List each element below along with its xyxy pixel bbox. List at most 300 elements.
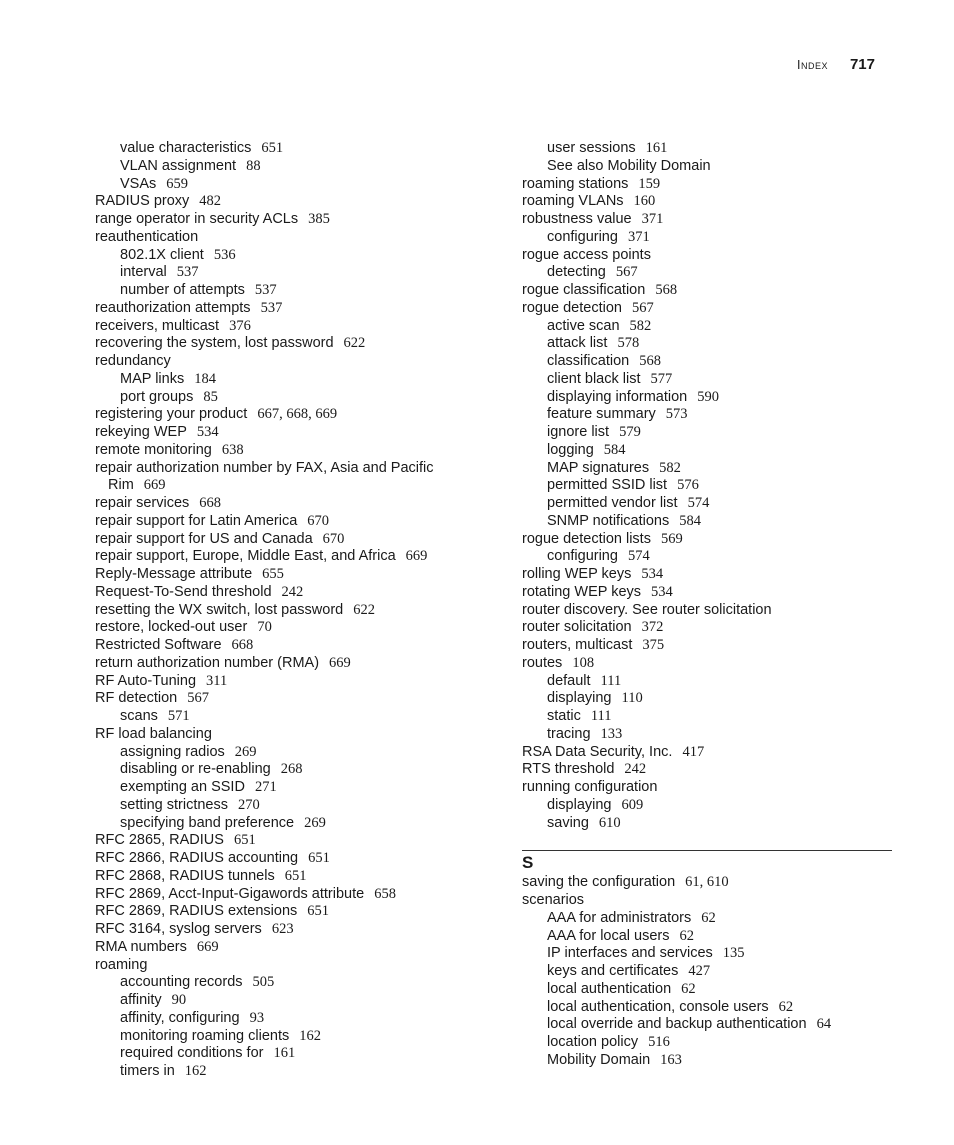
index-term: rogue detection [522,299,622,316]
index-term: RADIUS proxy [95,193,190,210]
index-term: receivers, multicast [95,317,220,334]
index-term: rogue classification [522,282,646,298]
index-term: number of attempts [120,282,245,298]
page-ref: 622 [353,601,375,618]
index-subentry [522,797,892,815]
index-entry [95,957,475,975]
page-ref: 268 [280,761,303,778]
index-entry [95,318,475,336]
index-entry [95,655,475,673]
index-column-right [522,140,892,1070]
index-term: redundancy [95,353,171,369]
index-entry [95,602,475,620]
index-term: remote monitoring [95,441,212,458]
index-subentry [522,140,892,158]
index-term: ignore list [547,424,610,440]
index-subentry [95,761,475,779]
page-header [797,56,875,73]
index-entry [95,406,475,424]
page-ref: 133 [600,725,623,742]
index-entry [95,921,475,939]
index-term: monitoring roaming clients [120,1027,290,1044]
index-term: setting strictness [120,796,228,813]
index-term: RFC 2865, RADIUS [95,832,224,849]
index-term: default [547,672,591,689]
index-term: AAA for local users [547,927,670,944]
index-entry [522,892,892,910]
index-entry [522,619,892,637]
index-term: RFC 3164, syslog servers [95,921,262,937]
page-ref: 184 [194,370,216,387]
index-term: permitted SSID list [547,477,668,494]
page-ref: 482 [199,193,222,210]
index-entry [522,602,892,620]
index-entry [95,495,475,513]
index-term: AAA for administrators [547,909,692,926]
page-ref: 670 [322,530,345,547]
page-ref: 62 [701,909,716,926]
index-subentry [95,1063,475,1081]
index-subentry [95,176,475,194]
page-ref: 658 [374,885,396,902]
index-term: return authorization number (RMA) [95,654,320,671]
page-ref: 62 [681,980,696,997]
page-ref: 659 [166,175,189,192]
index-term: local authentication [547,980,672,997]
index-entry [522,779,892,797]
index-entry [95,300,475,318]
page-ref: 574 [687,495,710,511]
index-subentry [95,264,475,282]
index-subentry [522,708,892,726]
index-entry [95,335,475,353]
index-entry [95,673,475,691]
page-ref: 571 [167,708,190,724]
index-term: displaying [547,690,612,707]
index-entry [522,874,892,892]
page-ref: 573 [665,406,688,423]
index-entry [95,460,475,496]
index-term: Restricted Software [95,637,222,653]
page-ref: 534 [196,424,219,440]
page-ref: 610 [598,814,621,831]
page-ref: 64 [816,1016,832,1033]
index-subentry [95,247,475,265]
index-entry [95,193,475,211]
index-subentry [95,140,475,158]
index-subentry [522,158,892,176]
index-term: Reply-Message attribute [95,566,253,582]
index-subentry [95,158,475,176]
page-ref: 270 [238,796,260,813]
index-entry [95,637,475,655]
index-entry [95,353,475,371]
index-term: restore, locked-out user [95,619,248,636]
page-ref: 108 [572,654,595,671]
index-subentry [95,1045,475,1063]
page-ref: 655 [262,566,284,582]
page-ref: 651 [284,867,307,884]
page-ref: 159 [638,175,661,192]
index-term: VSAs [120,175,157,192]
index-entry [522,282,892,300]
page-ref: 569 [660,530,683,547]
page-ref: 161 [645,140,668,156]
index-entry [95,832,475,850]
index-subentry [522,815,892,833]
index-term: active scan [547,317,620,334]
index-term: recovering the system, lost password [95,335,334,352]
index-subentry [522,335,892,353]
index-term: timers in [120,1063,175,1079]
index-entry [95,886,475,904]
index-subentry [95,708,475,726]
section-letter: S [522,853,534,873]
page-ref: 376 [229,317,251,334]
index-term: RF Auto-Tuning [95,672,197,689]
index-term: saving [547,814,589,831]
index-term: RF load balancing [95,725,212,742]
index-term: attack list [547,335,608,352]
index-term: roaming VLANs [522,193,624,210]
page-ref: 590 [697,388,719,405]
index-term: roaming stations [522,175,629,192]
page-ref: 242 [624,761,647,778]
index-subentry [522,910,892,928]
index-term: logging [547,441,594,458]
page-ref: 111 [600,672,622,689]
index-subentry [522,1034,892,1052]
index-entry [522,761,892,779]
index-subentry [95,389,475,407]
index-term: value characteristics [120,140,252,156]
index-subentry [522,424,892,442]
index-entry [95,566,475,584]
index-entry [95,513,475,531]
index-subentry [95,992,475,1010]
index-term: SNMP notifications [547,512,670,529]
page-ref: 162 [184,1063,207,1079]
index-term: RFC 2869, RADIUS extensions [95,903,298,920]
index-section-s [522,850,892,1069]
index-term: permitted vendor list [547,495,678,511]
index-subentry [95,797,475,815]
page-ref: 670 [307,512,330,529]
index-term: rogue access points [522,246,651,263]
index-term: VLAN assignment [120,157,237,174]
page-ref: 568 [639,353,661,369]
index-subentry [522,495,892,513]
page-ref: 62 [778,998,794,1015]
index-term: resetting the WX switch, lost password [95,601,344,618]
index-term: repair support, Europe, Middle East, and Africa [95,548,396,565]
index-entry [95,424,475,442]
index-term: keys and certificates [547,963,679,979]
page-ref: 372 [641,619,664,636]
index-entry [95,868,475,886]
index-entry [95,548,475,566]
page-ref: 537 [254,282,277,298]
page-ref: 385 [308,211,330,227]
index-subentry [522,999,892,1017]
index-entries-r [522,140,892,832]
index-term: required conditions for [120,1045,264,1062]
index-entry [522,300,892,318]
index-term: configuring [547,228,618,245]
index-term: disabling or re-enabling [120,761,271,778]
index-term: repair services [95,495,190,511]
index-subentry [522,945,892,963]
index-entry [522,584,892,602]
page-ref: 567 [187,690,209,707]
page-ref: 110 [621,690,643,707]
index-subentry [522,548,892,566]
page-ref: 651 [233,832,256,849]
page-ref: 623 [271,921,294,937]
index-subentry [522,981,892,999]
index-term: routes [522,654,563,671]
index-term: assigning radios [120,743,225,760]
index-subentry [95,815,475,833]
index-term: RF detection [95,690,178,707]
index-subentry [522,389,892,407]
section-s-entries [522,874,892,1069]
page-ref: 90 [171,992,187,1008]
index-entry [95,584,475,602]
index-subentry [95,974,475,992]
index-entry [522,566,892,584]
index-term: IP interfaces and services [547,945,713,962]
index-entry [95,690,475,708]
index-entry [522,744,892,762]
index-subentry [95,779,475,797]
index-subentry [522,1016,892,1034]
index-term: repair support for Latin America [95,512,298,529]
index-subentry [522,229,892,247]
index-term: specifying band preference [120,814,295,831]
index-subentry [522,477,892,495]
page-ref: 162 [299,1027,321,1044]
page-ref: 651 [307,903,330,920]
page-ref: 536 [213,246,236,263]
index-column-left [95,140,475,1081]
index-term: static [547,708,581,724]
index-term: rekeying WEP [95,424,187,440]
index-term: rogue detection lists [522,530,651,547]
index-term: interval [120,264,167,281]
index-term: repair authorization number by FAX, Asia and Pacific Rim [95,459,434,494]
index-entry [522,193,892,211]
index-term: user sessions [547,140,636,156]
page-ref: 669 [405,548,428,565]
index-term: Request-To-Send threshold [95,583,272,600]
index-entry [522,211,892,229]
page-ref: 568 [655,282,678,298]
index-term: port groups [120,388,194,405]
index-term: robustness value [522,211,632,227]
index-term: router solicitation [522,619,632,636]
index-subentry [95,1028,475,1046]
page-ref: 70 [257,619,272,636]
index-term: local authentication, console users [547,998,769,1015]
page-ref: 668 [231,637,254,653]
index-term: accounting records [120,974,243,991]
page-ref: 669 [196,938,219,955]
page-ref: 242 [281,583,304,600]
page-ref: 609 [621,796,644,813]
page-ref: 567 [631,299,654,316]
page-ref: 582 [659,459,681,476]
index-entry [95,939,475,957]
page-ref: 269 [234,743,257,760]
page-number: 717 [849,56,875,73]
index-term: range operator in security ACLs [95,211,299,227]
index-subentry [522,928,892,946]
index-term: rotating WEP keys [522,583,642,600]
page-ref: 88 [246,157,261,174]
page-ref: 651 [308,850,330,866]
index-term: detecting [547,264,606,281]
index-entry [95,619,475,637]
index-entry [522,655,892,673]
index-term: RSA Data Security, Inc. [522,743,673,760]
index-subentry [522,1052,892,1070]
index-subentry [522,318,892,336]
page-ref: 584 [603,441,626,458]
page-ref: 311 [206,672,228,689]
index-term: classification [547,353,630,369]
index-term: reauthorization attempts [95,299,251,316]
page-ref: 537 [260,299,283,316]
index-term: saving the configuration [522,874,676,891]
index-subentry [522,513,892,531]
page-ref: 516 [648,1034,670,1050]
index-subentry [95,371,475,389]
index-term: repair support for US and Canada [95,530,313,547]
running-head: Index [796,58,828,72]
page-ref: 135 [722,945,745,962]
index-term: running configuration [522,779,658,795]
index-entry [95,442,475,460]
page-ref: 269 [304,814,326,831]
index-entry [95,850,475,868]
page-ref: 371 [641,211,664,227]
page-ref: 93 [249,1009,265,1026]
page-ref: 161 [273,1045,296,1062]
index-entry [95,726,475,744]
page-ref: 537 [176,264,199,281]
index-term: feature summary [547,406,656,423]
page-ref: 667, 668, 669 [257,406,338,423]
index-term: configuring [547,548,618,565]
index-subentry [522,963,892,981]
index-subentry [522,460,892,478]
index-term: RFC 2866, RADIUS accounting [95,850,299,866]
page-ref: 668 [199,495,222,511]
index-subentry [95,282,475,300]
page-ref: 579 [619,424,641,440]
index-term: See also Mobility Domain [547,157,711,174]
index-entry [95,211,475,229]
index-term: RTS threshold [522,761,615,778]
page-ref: 669 [329,654,351,671]
page-ref: 669 [143,477,166,494]
index-term: tracing [547,725,591,742]
index-subentry [95,744,475,762]
index-term: rolling WEP keys [522,566,632,582]
index-entry [95,531,475,549]
index-term: scenarios [522,892,585,908]
index-subentry [522,353,892,371]
page-ref: 567 [615,264,638,281]
index-term: client black list [547,370,641,387]
index-entry [522,247,892,265]
page-ref: 371 [627,228,650,245]
index-term: exempting an SSID [120,779,245,795]
index-term: MAP signatures [547,459,650,476]
page-ref: 534 [641,566,664,582]
index-term: displaying [547,796,612,813]
page-ref: 160 [633,193,656,210]
index-term: RFC 2869, Acct-Input-Gigawords attribute [95,885,365,902]
index-entry [95,903,475,921]
page-ref: 505 [252,974,275,991]
index-term: RMA numbers [95,938,187,955]
page-ref: 62 [679,927,694,944]
page-ref: 375 [642,637,665,653]
index-subentry [522,371,892,389]
index-subentry [522,406,892,424]
page-ref: 61, 610 [685,874,729,891]
index-term: router discovery. See router solicitation [522,601,772,618]
index-entry [522,637,892,655]
index-term: scans [120,708,158,724]
index-term: displaying information [547,388,688,405]
page-ref: 427 [688,963,711,979]
page-ref: 271 [254,779,277,795]
index-entry [522,176,892,194]
page-ref: 584 [679,512,701,529]
index-entry [522,531,892,549]
index-term: Mobility Domain [547,1051,651,1068]
index-term: affinity [120,992,162,1008]
index-term: registering your product [95,406,248,423]
index-term: RFC 2868, RADIUS tunnels [95,867,275,884]
index-entry [95,229,475,247]
index-term: MAP links [120,370,185,387]
index-subentry [522,442,892,460]
index-term: location policy [547,1034,639,1050]
index-term: affinity, configuring [120,1009,240,1026]
page-ref: 534 [651,583,673,600]
page-ref: 651 [261,140,284,156]
index-term: local override and backup authentication [547,1016,807,1033]
index-subentry [522,726,892,744]
page-ref: 417 [682,743,705,760]
page-ref: 638 [221,441,244,458]
index-subentry [522,673,892,691]
page-ref: 574 [627,548,650,565]
page-ref: 622 [343,335,366,352]
index-subentry [95,1010,475,1028]
page-ref: 85 [203,388,218,405]
page-ref: 577 [650,370,673,387]
page-ref: 582 [629,317,652,334]
index-term: reauthentication [95,228,199,245]
page-ref: 578 [617,335,640,352]
page-ref: 163 [660,1051,682,1068]
index-term: 802.1X client [120,246,204,263]
